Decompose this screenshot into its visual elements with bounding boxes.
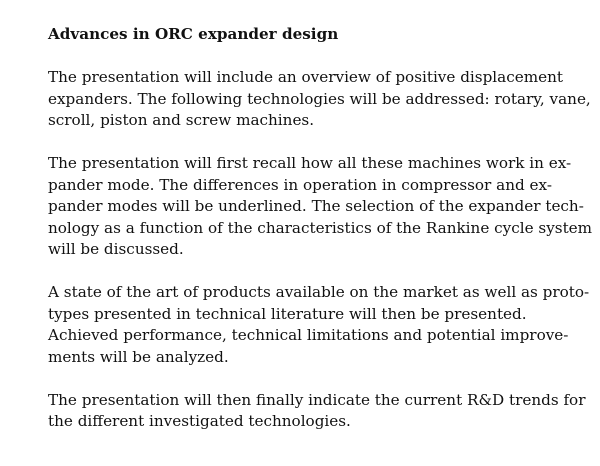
text-line: scroll, piston and screw machines. [48, 111, 315, 129]
text-line: A state of the art of products available on the market as well as proto- [48, 283, 590, 301]
text-line: pander mode. The differences in operation in compressor and ex- [48, 175, 552, 194]
text-line: the different investigated technologies. [48, 412, 351, 430]
text-line: Achieved performance, technical limitations and potential improve- [48, 326, 569, 344]
text-line: The presentation will include an overview of positive displacement [48, 68, 563, 86]
text-line: will be discussed. [48, 240, 184, 258]
text-line: The presentation will then finally indicate the current R&D trends for [48, 390, 586, 409]
paragraph-overview [48, 67, 591, 132]
text-line: nology as a function of the characteristics of the Rankine cycle system [48, 218, 593, 237]
text-line: The presentation will first recall how all these machines work in ex- [48, 154, 572, 172]
document-page [48, 24, 593, 454]
paragraph-trends [48, 390, 586, 433]
text-line: expanders. The following technologies will be addressed: rotary, vane, [48, 89, 591, 108]
document-title: Advances in ORC expander design [48, 25, 339, 43]
text-line: pander modes will be underlined. The selection of the expander tech- [48, 197, 584, 215]
paragraph-state-of-art [48, 282, 590, 368]
text-line: types presented in technical literature will then be presented. [48, 304, 527, 323]
paragraph-expander-mode [48, 153, 593, 261]
text-line: ments will be analyzed. [48, 347, 229, 366]
